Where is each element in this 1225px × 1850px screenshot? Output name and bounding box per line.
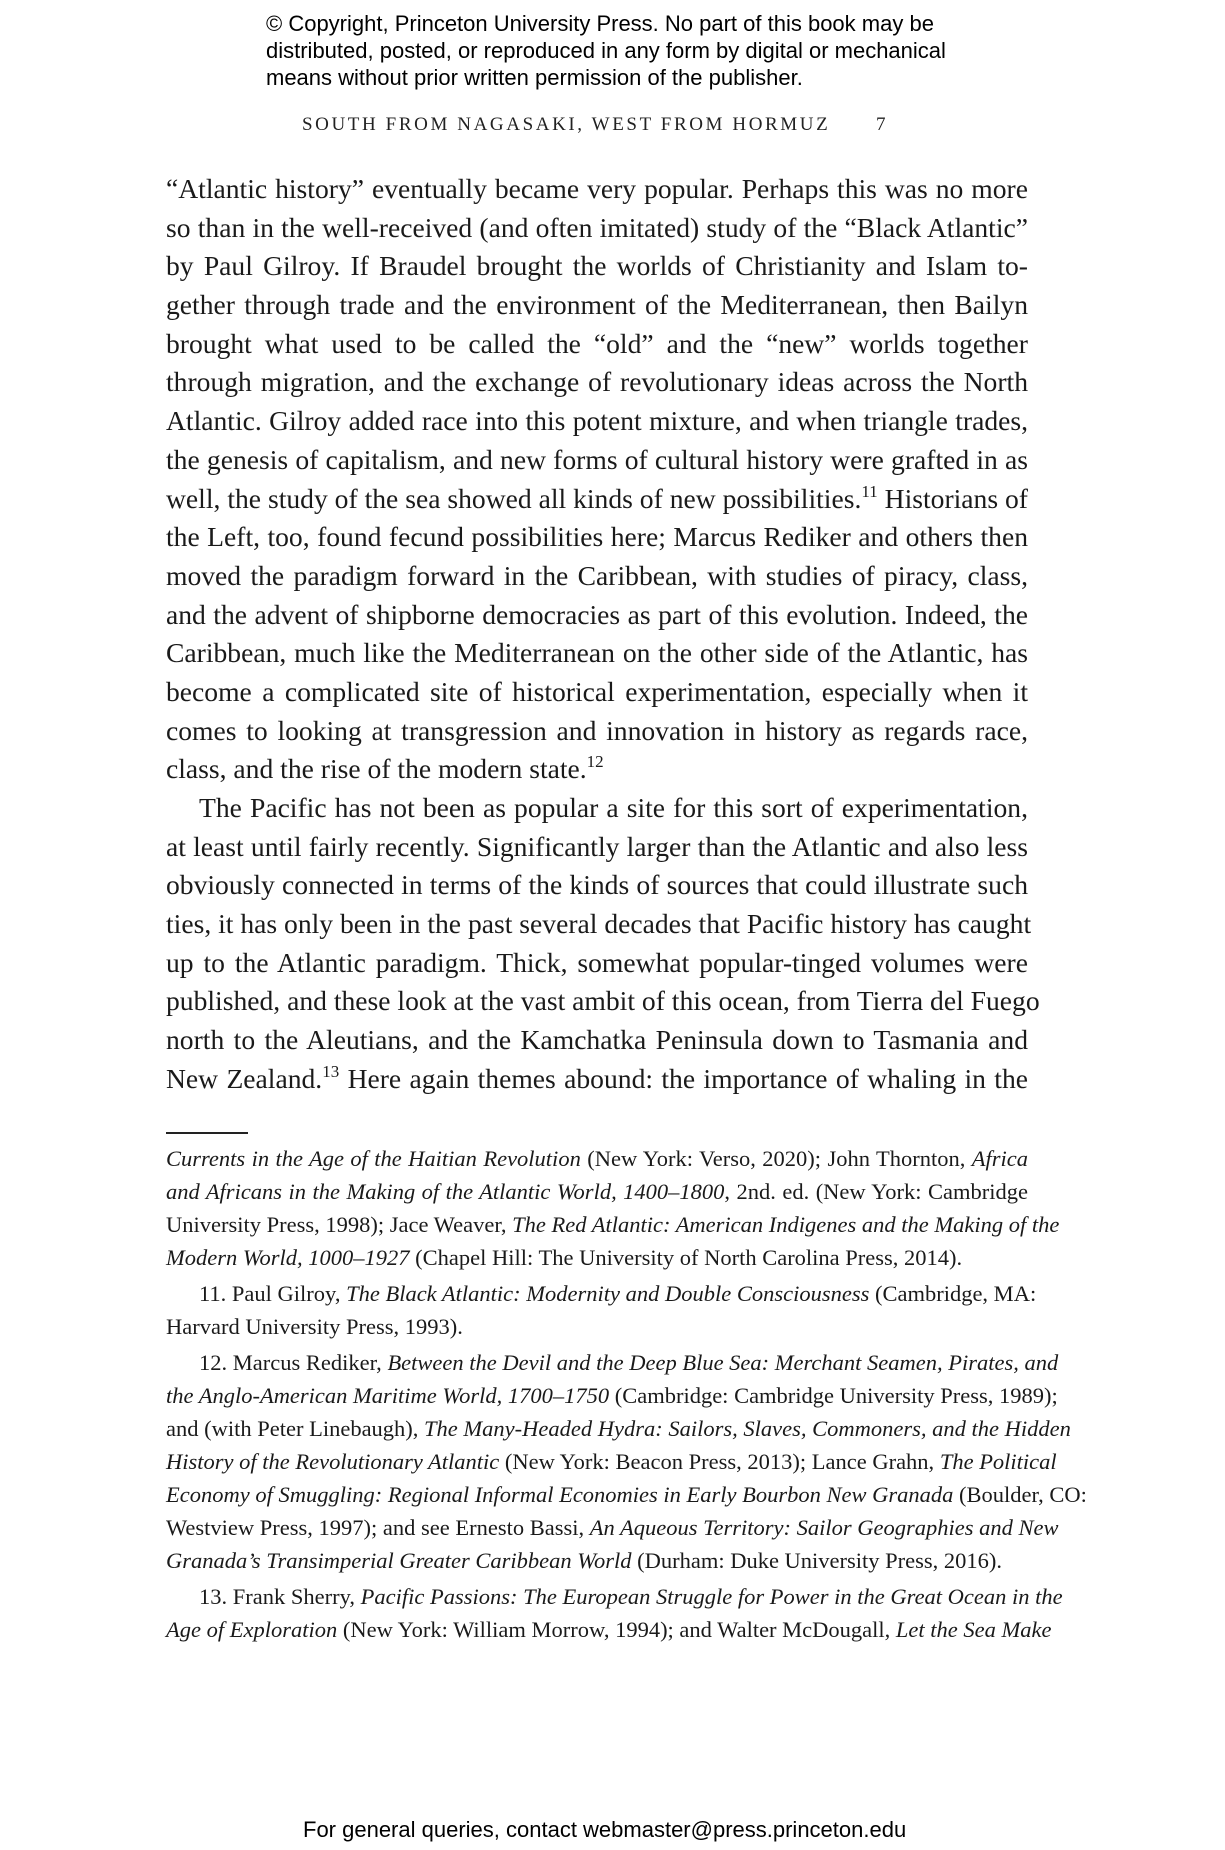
footnote-line xyxy=(166,1445,1057,1478)
citation-title: and Africans in the Making of the Atlantic World, 1400–1800 xyxy=(166,1179,725,1204)
text-line: ties, it has only been in the past several decades that Pacific history has caught xyxy=(166,908,1032,940)
citation-text: (New York: William Morrow, 1994); and Walter McDougall, xyxy=(337,1617,896,1642)
citation-title: History of the Revolutionary Atlantic xyxy=(166,1449,500,1474)
citation-title: Currents in the Age of the Haitian Revolution xyxy=(166,1146,581,1171)
footnote-line xyxy=(166,1346,1059,1379)
footnote-line xyxy=(166,1241,1028,1274)
text-line: comes to looking at transgression and innovation in history as regards race, xyxy=(166,714,1028,746)
copyright-line: © Copyright, Princeton University Press. No part of this book may be xyxy=(266,11,934,36)
footnote-line xyxy=(166,1478,1087,1511)
citation-text: (Cambridge, MA: xyxy=(869,1281,1037,1306)
citation-text: (New York: Verso, 2020); John Thornton, xyxy=(580,1146,972,1171)
citation-text: (New York: Beacon Press, 2013); Lance Grahn, xyxy=(499,1449,940,1474)
citation-text: 13. Frank Sherry, xyxy=(199,1584,361,1609)
footnote-line xyxy=(166,1379,1058,1412)
paragraph-1 xyxy=(166,170,1028,789)
footnote-line xyxy=(166,1613,1052,1646)
citation-title: An Aqueous Territory: Sailor Geographies and New xyxy=(589,1515,1059,1540)
copyright-line: means without prior written permission of the publisher. xyxy=(266,65,803,90)
footnote-continued xyxy=(166,1142,1060,1274)
text-line: The Pacific has not been as popular a site for this sort of experimentation, xyxy=(199,792,1028,823)
citation-text: Westview Press, 1997); and see Ernesto Bassi, xyxy=(166,1515,590,1540)
paragraph-2 xyxy=(166,789,1040,1099)
text-line: published, and these look at the vast ambit of this ocean, from Tierra del Fuego xyxy=(166,985,1040,1017)
footnote-line xyxy=(166,1142,1028,1175)
citation-title: The Political xyxy=(939,1449,1057,1474)
citation-text: 11. Paul Gilroy, xyxy=(199,1281,347,1306)
footer-contact: For general queries, contact webmaster@press.princeton.edu xyxy=(303,1817,907,1842)
text-line: become a complicated site of historical experimentation, especially when it xyxy=(166,675,1028,707)
text-line: “Atlantic history” eventually became very popular. Perhaps this was no more xyxy=(166,173,1028,204)
footnote-line: Harvard University Press, 1993). xyxy=(166,1314,463,1339)
text-line: Caribbean, much like the Mediterranean on the other side of the Atlantic, has xyxy=(166,637,1028,669)
page-number: 7 xyxy=(876,114,886,135)
citation-title: Granada’s Transimperial Greater Caribbean World xyxy=(166,1548,632,1573)
text-line: so than in the well-received (and often imitated) study of the “Black Atlantic” xyxy=(166,211,1028,243)
citation-text: , 2nd. ed. (New York: Cambridge xyxy=(724,1179,1028,1204)
footnote-ref-11[interactable]: 11 xyxy=(861,481,878,501)
text-line: north to the Aleutians, and the Kamchatka Peninsula down to Tasmania and xyxy=(166,1024,1028,1056)
footnote-line xyxy=(166,1580,1063,1613)
text-line: obviously connected in terms of the kinds of sources that could illustrate such xyxy=(166,869,1028,901)
footnote-line xyxy=(166,1277,1037,1310)
text-line: the genesis of capitalism, and new forms of cultural history were grafted in as xyxy=(166,443,1028,475)
text-line: Atlantic. Gilroy added race into this potent mixture, and when triangle trades, xyxy=(166,405,1028,437)
citation-text: (Durham: Duke University Press, 2016). xyxy=(631,1548,1003,1573)
footnote-13 xyxy=(166,1580,1063,1646)
footnote-12 xyxy=(166,1346,1087,1577)
text-line: the Left, too, found fecund possibilities here; Marcus Rediker and others then xyxy=(166,521,1028,553)
text-line: brought what used to be called the “old” and the “new” worlds together xyxy=(166,327,1028,359)
text-line: gether through trade and the environment of the Mediterranean, then Bailyn xyxy=(166,289,1028,321)
running-head-title: SOUTH FROM NAGASAKI, WEST FROM HORMUZ xyxy=(302,114,831,135)
citation-text: (Cambridge: Cambridge University Press, 1989); xyxy=(609,1383,1058,1408)
footnote-ref-12[interactable]: 12 xyxy=(586,752,604,772)
copyright-notice xyxy=(266,10,1026,91)
citation-title: Age of Exploration xyxy=(166,1617,338,1642)
citation-text: and (with Peter Linebaugh), xyxy=(166,1416,425,1441)
running-head xyxy=(302,114,922,136)
text-line: at least until fairly recently. Significantly larger than the Atlantic and also less xyxy=(166,830,1028,862)
main-text xyxy=(166,170,1040,1099)
text-line: by Paul Gilroy. If Braudel brought the worlds of Christianity and Islam to- xyxy=(166,250,1028,282)
citation-title: Economy of Smuggling: Regional Informal Economies in Early Bourbon New Granada xyxy=(166,1482,954,1507)
text-line xyxy=(166,750,1028,789)
citation-title: Modern World, 1000–1927 xyxy=(166,1245,410,1270)
citation-text: (Chapel Hill: The University of North Carolina Press, 2014). xyxy=(409,1245,963,1270)
citation-title: The Many-Headed Hydra: Sailors, Slaves, Commoners, and the Hidden xyxy=(424,1416,1071,1441)
citation-title: Africa xyxy=(971,1146,1028,1171)
footnotes xyxy=(166,1142,1087,1649)
footnote-11 xyxy=(166,1277,1037,1343)
text-segment: class, and the rise of the modern state. xyxy=(166,753,587,785)
text-segment: Historians of xyxy=(877,482,1028,514)
citation-text: (Boulder, CO: xyxy=(953,1482,1087,1507)
footnote-ref-13[interactable]: 13 xyxy=(322,1061,340,1081)
text-segment: New Zealand. xyxy=(166,1062,323,1094)
citation-text: University Press, 1998); Jace Weaver, xyxy=(166,1212,513,1237)
footnote-rule xyxy=(166,1132,248,1134)
text-line xyxy=(166,1060,1028,1099)
text-line xyxy=(166,480,1028,519)
footnote-line xyxy=(166,1511,1059,1544)
text-line: and the advent of shipborne democracies as part of this evolution. Indeed, the xyxy=(166,598,1028,630)
citation-title: The Black Atlantic: Modernity and Double Consciousness xyxy=(346,1281,870,1306)
text-line: up to the Atlantic paradigm. Thick, somewhat popular-tinged volumes were xyxy=(166,946,1028,978)
text-segment: Here again themes abound: the importance of whaling in the xyxy=(339,1062,1029,1094)
footnote-line xyxy=(166,1208,1060,1241)
citation-text: 12. Marcus Rediker, xyxy=(199,1350,388,1375)
citation-title: Pacific Passions: The European Struggle for Power in the Great Ocean in the xyxy=(360,1584,1063,1609)
citation-title: Between the Devil and the Deep Blue Sea: Merchant Seamen, Pirates, and xyxy=(387,1350,1059,1375)
citation-title: Let the Sea Make xyxy=(895,1617,1052,1642)
text-segment: well, the study of the sea showed all kinds of new possibilities. xyxy=(166,482,862,514)
footnote-line xyxy=(166,1412,1071,1445)
citation-title: The Red Atlantic: American Indigenes and the Making of the xyxy=(512,1212,1060,1237)
footnote-line xyxy=(166,1544,1028,1577)
footnote-line xyxy=(166,1175,1028,1208)
text-line: moved the paradigm forward in the Caribbean, with studies of piracy, class, xyxy=(166,559,1028,591)
text-line: through migration, and the exchange of revolutionary ideas across the North xyxy=(166,366,1028,398)
citation-title: the Anglo-American Maritime World, 1700–1750 xyxy=(166,1383,610,1408)
copyright-line: distributed, posted, or reproduced in any form by digital or mechanical xyxy=(266,38,946,63)
